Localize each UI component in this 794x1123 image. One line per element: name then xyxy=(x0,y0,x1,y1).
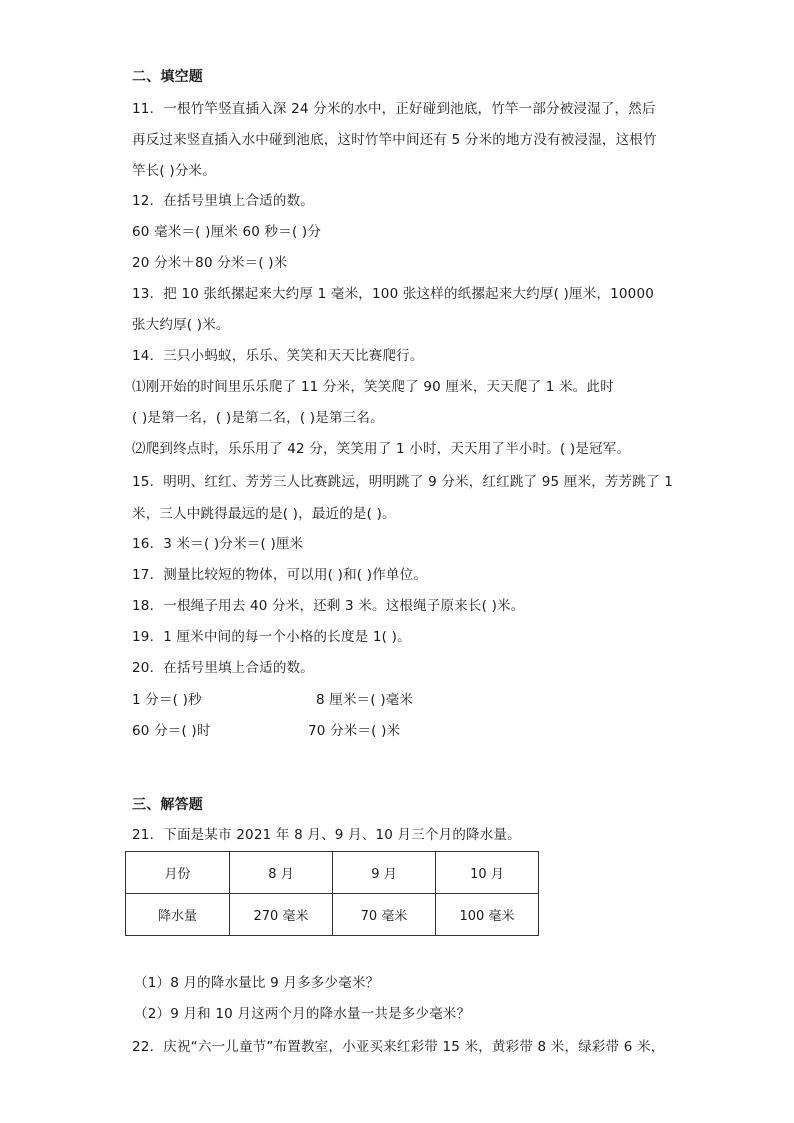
question-14-line-2: ⑴刚开始的时间里乐乐爬了 11 分米，笑笑爬了 90 厘米，天天爬了 1 米。此时 xyxy=(132,379,614,395)
table-cell: 70 毫米 xyxy=(333,894,436,936)
question-16: 16．3 米＝( )分米＝( )厘米 xyxy=(132,536,304,552)
question-13-line-1: 13．把 10 张纸摞起来大约厚 1 毫米，100 张这样的纸摞起来大约厚( )厘米，10000 xyxy=(132,286,655,302)
question-14-line-3: ( )是第一名，( )是第二名，( )是第三名。 xyxy=(132,410,384,426)
table-cell: 270 毫米 xyxy=(230,894,333,936)
rainfall-table xyxy=(125,851,539,936)
table-cell: 月份 xyxy=(126,852,230,894)
question-20-line-2b: 8 厘米＝( )毫米 xyxy=(316,692,414,708)
question-14-line-4: ⑵爬到终点时，乐乐用了 42 分，笑笑用了 1 小时，天天用了半小时。( )是冠军。 xyxy=(132,441,631,457)
question-15-line-2: 米，三人中跳得最远的是( )，最近的是( )。 xyxy=(132,506,396,522)
question-11-line-2: 再反过来竖直插入水中碰到池底，这时竹竿中间还有 5 分米的地方没有被浸湿，这根竹 xyxy=(132,132,657,148)
question-19: 19．1 厘米中间的每一个小格的长度是 1( )。 xyxy=(132,629,411,645)
question-18: 18．一根绳子用去 40 分米，还剩 3 米。这根绳子原来长( )米。 xyxy=(132,598,525,614)
table-cell: 10 月 xyxy=(436,852,539,894)
table-cell: 9 月 xyxy=(333,852,436,894)
question-21-part-1: （1）8 月的降水量比 9 月多多少毫米？ xyxy=(134,975,380,991)
question-20-line-3b: 70 分米＝( )米 xyxy=(308,723,401,739)
question-20-line-1: 20．在括号里填上合适的数。 xyxy=(132,660,314,676)
question-20-line-2a: 1 分＝( )秒 xyxy=(132,692,202,708)
section-heading-fill-blank: 二、填空题 xyxy=(132,69,203,85)
table-row xyxy=(126,894,539,936)
question-21-part-2: （2）9 月和 10 月这两个月的降水量一共是多少毫米？ xyxy=(134,1006,471,1022)
question-12-line-1: 12．在括号里填上合适的数。 xyxy=(132,193,314,209)
table-cell: 8 月 xyxy=(230,852,333,894)
section-heading-solve: 三、解答题 xyxy=(132,797,203,813)
question-17: 17．测量比较短的物体，可以用( )和( )作单位。 xyxy=(132,567,428,583)
question-11-line-1: 11．一根竹竿竖直插入深 24 分米的水中，正好碰到池底，竹竿一部分被浸湿了，然后 xyxy=(132,101,656,117)
table-cell: 100 毫米 xyxy=(436,894,539,936)
question-21-intro: 21．下面是某市 2021 年 8 月、9 月、10 月三个月的降水量。 xyxy=(132,827,521,843)
question-12-line-3: 20 分米＋80 分米＝( )米 xyxy=(132,255,288,271)
question-12-line-2: 60 毫米＝( )厘米 60 秒＝( )分 xyxy=(132,224,322,240)
question-15-line-1: 15．明明、红红、芳芳三人比赛跳远，明明跳了 9 分米，红红跳了 95 厘米，芳芳跳了 1 xyxy=(132,474,673,490)
table-header-row xyxy=(126,852,539,894)
question-22-line-1: 22．庆祝“六一儿童节”布置教室，小亚买来红彩带 15 米，黄彩带 8 米，绿彩带 6 米， xyxy=(132,1039,665,1055)
question-14-line-1: 14．三只小蚂蚁，乐乐、笑笑和天天比赛爬行。 xyxy=(132,348,424,364)
question-20-line-3a: 60 分＝( )时 xyxy=(132,723,211,739)
table-cell: 降水量 xyxy=(126,894,230,936)
question-13-line-2: 张大约厚( )米。 xyxy=(132,317,230,333)
question-11-line-3: 竿长( )分米。 xyxy=(132,163,216,179)
